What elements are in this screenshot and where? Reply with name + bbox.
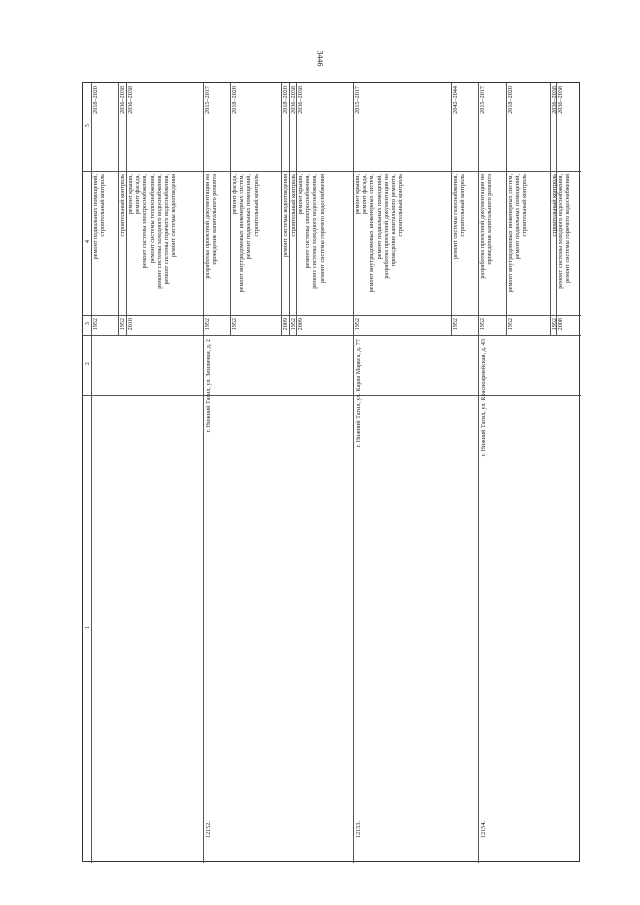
period-cell: 2036–2038 bbox=[119, 86, 126, 114]
address-cell: г. Нижний Тагил, ул. Землячки, д. 2 bbox=[205, 339, 212, 433]
work-line: строительный контроль bbox=[119, 174, 126, 237]
year-cell: 1952 bbox=[92, 318, 99, 331]
year-cell: 1952 bbox=[204, 318, 211, 331]
year-cell: 2010 bbox=[127, 318, 134, 331]
work-line: строительный контроль bbox=[397, 174, 405, 237]
period-cell: 2015–2017 bbox=[354, 86, 361, 114]
year-cell: 1952 bbox=[231, 318, 238, 331]
work-line: ремонт подвальных помещений, bbox=[92, 174, 99, 260]
page-number: 3446 bbox=[315, 50, 325, 67]
work-line: ремонт системы электроснабжения, bbox=[141, 174, 149, 269]
work-line: проведение капитального ремонта bbox=[211, 174, 219, 265]
work-line: ремонт системы теплоснабжения, bbox=[148, 174, 156, 264]
work-line: ремонт системы водоотведения bbox=[170, 174, 178, 257]
header-cell-2: 2 bbox=[84, 362, 91, 366]
work-line: ремонт подвальных помещений, bbox=[514, 174, 522, 260]
work-line: разработка проектной документации на bbox=[382, 174, 390, 279]
work-line: строительный контроль bbox=[252, 174, 260, 237]
period-cell: 2018–2020 bbox=[231, 86, 238, 114]
work-line: строительный контроль bbox=[99, 174, 107, 237]
period-cell: 2015–2017 bbox=[479, 86, 486, 114]
work-line: разработка проектной документации на bbox=[479, 174, 486, 279]
work-line: ремонт фасада, bbox=[361, 174, 369, 215]
work-line: ремонт системы горячего водоснабжения, bbox=[163, 174, 170, 285]
capital-repair-table bbox=[82, 82, 580, 862]
work-line: ремонт внутридомовых инженерных систем, bbox=[368, 174, 376, 293]
year-cell: 2009 bbox=[282, 318, 289, 331]
work-line: ремонт подвальных помещений, bbox=[245, 174, 253, 260]
header-cell-3: 3 bbox=[84, 322, 91, 326]
period-cell: 2036–2038 bbox=[127, 86, 134, 114]
period-cell: 2036–2038 bbox=[557, 86, 564, 114]
year-cell: 1952 bbox=[119, 318, 126, 331]
work-line: ремонт системы холодного водоснабжения, bbox=[155, 174, 163, 289]
work-line: ремонт системы горячего водоснабжения bbox=[318, 174, 326, 283]
work-line: разработка проектной документации на bbox=[204, 174, 211, 279]
year-cell: 1952 bbox=[551, 318, 558, 331]
period-cell: 2015–2017 bbox=[204, 86, 211, 114]
work-line: ремонт крыши, bbox=[354, 174, 361, 215]
period-cell: 2036–2038 bbox=[290, 86, 297, 114]
year-cell: 1952 bbox=[354, 318, 361, 331]
work-line: ремонт фасада, bbox=[134, 174, 142, 215]
period-cell: 2018–2020 bbox=[92, 86, 99, 114]
header-cell-1: 1 bbox=[84, 626, 91, 630]
work-line: ремонт внутридомовых инженерных систем, bbox=[507, 174, 514, 293]
work-line: проведение капитального ремонта, bbox=[390, 174, 397, 267]
address-cell: г. Нижний Тагил, ул. Красноармейская, д. 43 bbox=[480, 339, 487, 457]
header-cell-4: 4 bbox=[84, 240, 91, 244]
work-line: ремонт внутридомовых инженерных систем, bbox=[238, 174, 246, 293]
year-cell: 2008 bbox=[557, 318, 564, 331]
work-line: ремонт системы горячего водоснабжения bbox=[564, 174, 572, 283]
work-line: ремонт крыши, bbox=[127, 174, 134, 215]
address-cell: г. Нижний Тагил, ул. Карла Маркса, д. 77 bbox=[355, 339, 362, 448]
header-cell-5: 5 bbox=[84, 124, 91, 128]
work-line: строительный контроль bbox=[521, 174, 529, 237]
work-line: строительный контроль bbox=[290, 174, 297, 237]
row-number: 12153. bbox=[355, 821, 362, 839]
work-line: ремонт системы холодного водоснабжения, bbox=[311, 174, 319, 289]
work-line: строительный контроль bbox=[551, 174, 558, 237]
row-number: 12152. bbox=[205, 821, 212, 839]
period-cell: 2018–2020 bbox=[282, 86, 289, 114]
work-line: ремонт подвальных помещений, bbox=[375, 174, 383, 260]
year-cell: 1952 bbox=[479, 318, 486, 331]
period-cell: 2036–2038 bbox=[551, 86, 558, 114]
work-line: ремонт системы электроснабжения, bbox=[304, 174, 312, 269]
row-number: 12154. bbox=[480, 821, 487, 839]
work-line: ремонт системы газоснабжения, bbox=[452, 174, 459, 259]
work-line: строительный контроль bbox=[459, 174, 467, 237]
year-cell: 1952 bbox=[507, 318, 514, 331]
work-line: проведение капитального ремонта bbox=[486, 174, 494, 265]
year-cell: 1952 bbox=[452, 318, 459, 331]
work-line: ремонт системы холодного водоснабжения, bbox=[557, 174, 564, 289]
year-cell: 1952 bbox=[290, 318, 297, 331]
period-cell: 2018–2020 bbox=[507, 86, 514, 114]
year-cell: 2009 bbox=[297, 318, 304, 331]
work-line: ремонт фасада, bbox=[231, 174, 238, 215]
period-cell: 2042–2044 bbox=[452, 86, 459, 114]
work-line: ремонт крыши, bbox=[297, 174, 304, 215]
work-line: ремонт системы водоотведения bbox=[282, 174, 289, 257]
period-cell: 2036–2038 bbox=[297, 86, 304, 114]
